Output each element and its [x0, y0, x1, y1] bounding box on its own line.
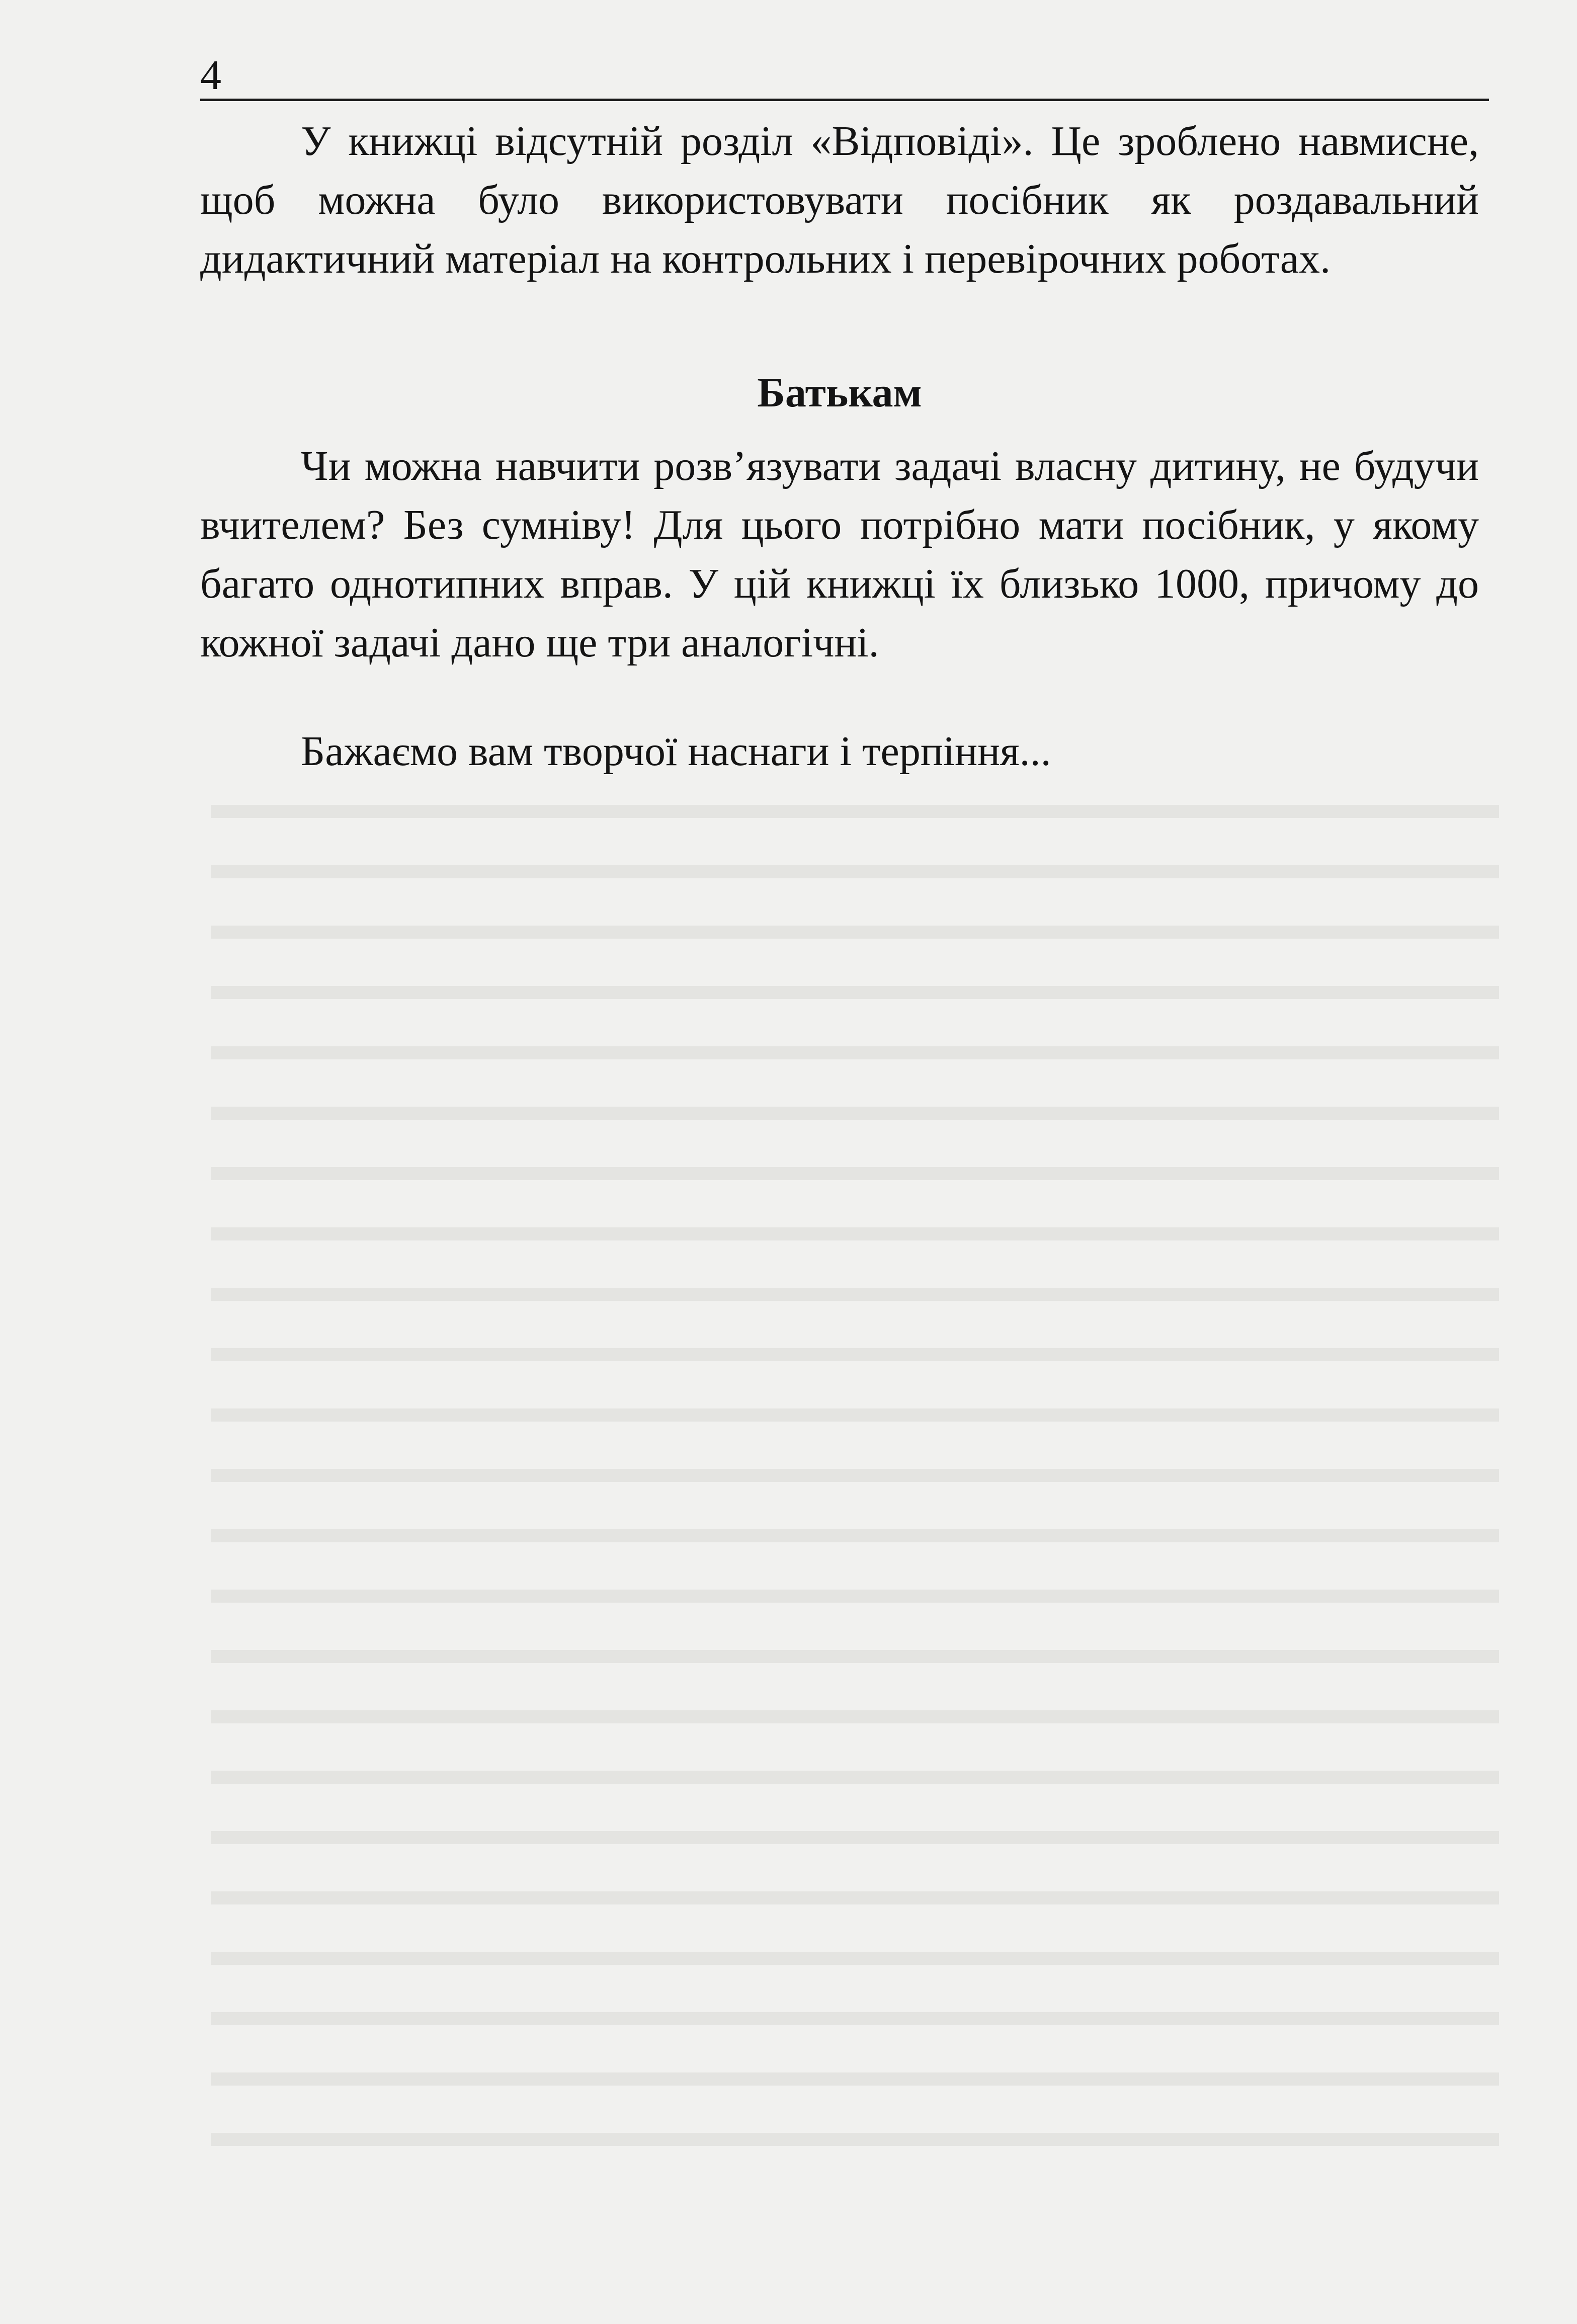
show-through-line [211, 1408, 1499, 1422]
show-through-line [211, 1590, 1499, 1603]
section-heading-parents: Батькам [757, 369, 922, 416]
show-through-line [211, 1227, 1499, 1240]
show-through-line [211, 1952, 1499, 1965]
paragraph-no-answers-section: У книжці відсутній розділ «Відповіді». Це зроблено навмисне, щоб можна було використовувати посібник як роздавальний дидактичний матеріал на контрольних і перевірочних роботах. [200, 118, 1479, 282]
show-through-line [211, 1348, 1499, 1361]
show-through-line [211, 1167, 1499, 1180]
show-through-line [211, 2012, 1499, 2025]
show-through-line [211, 986, 1499, 999]
show-through-line [211, 926, 1499, 939]
show-through-line [211, 1650, 1499, 1663]
show-through-line [211, 1771, 1499, 1784]
show-through-line [211, 1831, 1499, 1844]
show-through-line [211, 1288, 1499, 1301]
show-through-line [211, 805, 1499, 818]
show-through-line [211, 2072, 1499, 2086]
show-through-line [211, 1710, 1499, 1723]
show-through-line [211, 1891, 1499, 1904]
show-through-line [211, 1469, 1499, 1482]
show-through-line [211, 1529, 1499, 1542]
header-rule [200, 99, 1489, 101]
show-through-line [211, 865, 1499, 878]
show-through-line [211, 2133, 1499, 2146]
paragraph-parents: Чи можна навчити розв’язувати задачі власну дитину, не будучи вчителем? Без сумніву! Для цього потрібно мати посібник, у якому багато однотипних вправ. У цій книжці їх близько 1000, причому до кожної задачі дано ще три аналогічні. [200, 443, 1479, 666]
show-through-line [211, 1046, 1499, 1059]
page-number: 4 [200, 52, 221, 99]
show-through-line [211, 1107, 1499, 1120]
paragraph-wish: Бажаємо вам творчої наснаги і терпіння... [301, 728, 1051, 775]
